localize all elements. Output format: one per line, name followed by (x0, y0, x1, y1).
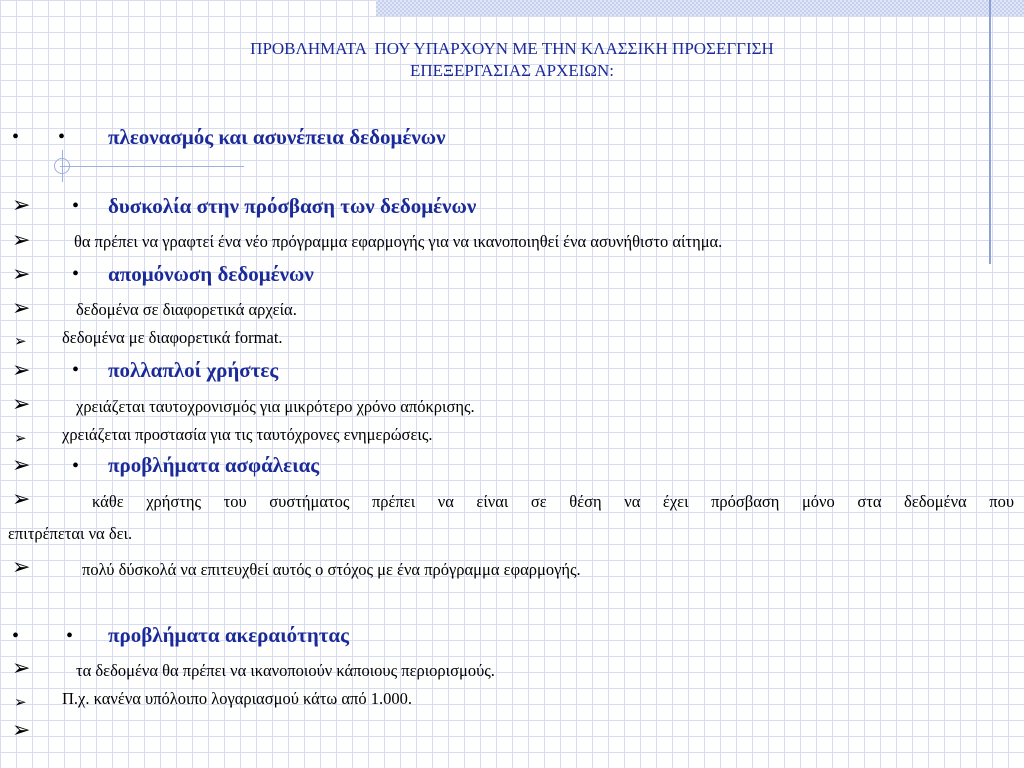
heading-access-difficulty: δυσκολία στην πρόσβαση των δεδομένων (108, 194, 477, 218)
bullet-icon: • (72, 359, 80, 381)
text-user-access-line1: κάθε χρήστης του συστήματος πρέπει να είναι σε θέση να έχει πρόσβαση μόνο στα δεδομένα που (92, 492, 1014, 511)
title-line-2: ΕΠΕΞΕΡΓΑΣΙΑΣ ΑΡΧΕΙΩΝ: (409, 61, 615, 80)
bullet-icon: • (72, 455, 80, 477)
heading-multiple-users: πολλαπλοί χρήστες (108, 358, 279, 382)
text-constraints: τα δεδομένα θα πρέπει να ικανοποιούν κάποιους περιορισμούς. (76, 661, 495, 680)
bullet-icon: • (72, 263, 80, 285)
bullet-icon: • (12, 625, 20, 647)
arrow-bullet-icon: ➢ (12, 262, 31, 287)
bullet-icon: • (66, 625, 74, 647)
arrow-bullet-icon: ➢ (12, 453, 31, 478)
heading-security: προβλήματα ασφάλειας (108, 453, 320, 477)
arrow-bullet-icon: ➢ (12, 392, 31, 417)
title-line-1: ΠΡΟΒΛΗΜΑΤΑ ΠΟΥ ΥΠΑΡΧΟΥΝ ΜΕ ΤΗΝ ΚΛΑΣΣΙΚΗ ΠΡΟΣΕΓΓΙΣΗ (250, 39, 774, 58)
arrow-bullet-icon: ➢ (12, 358, 31, 383)
heading-integrity: προβλήματα ακεραιότητας (108, 623, 350, 647)
text-user-access-line2: επιτρέπεται να δει. (8, 524, 133, 543)
text-hard-to-achieve: πολύ δύσκολά να επιτευχθεί αυτός ο στόχος με ένα πρόγραμμα εφαρμογής. (82, 560, 581, 579)
bullet-icon: • (72, 195, 80, 217)
text-balance-example: Π.χ. κανένα υπόλοιπο λογαριασμού κάτω από 1.000. (62, 689, 413, 708)
arrow-bullet-icon: ➢ (14, 693, 27, 711)
heading-isolation: απομόνωση δεδομένων (108, 262, 314, 286)
decorative-horizontal-line (60, 166, 244, 167)
arrow-bullet-icon: ➢ (12, 487, 31, 512)
text-different-files: δεδομένα σε διαφορετικά αρχεία. (76, 300, 297, 319)
decorative-circle (54, 158, 70, 174)
arrow-bullet-icon: ➢ (12, 656, 31, 681)
text-concurrent-updates: χρειάζεται προστασία για τις ταυτόχρονες ενημερώσεις. (62, 425, 433, 444)
arrow-bullet-icon: ➢ (12, 555, 31, 580)
arrow-bullet-icon: ➢ (14, 429, 27, 447)
arrow-bullet-icon: ➢ (14, 332, 27, 350)
top-decorative-band (376, 0, 1024, 16)
text-new-program: θα πρέπει να γραφτεί ένα νέο πρόγραμμα εφαρμογής για να ικανοποιηθεί ένα ασυνήθιστο αίτημα. (74, 232, 723, 251)
bullet-icon: • (12, 126, 20, 148)
slide-title (0, 38, 1024, 82)
text-different-format: δεδομένα με διαφορετικά format. (62, 328, 283, 347)
arrow-bullet-icon: ➢ (12, 193, 31, 218)
arrow-bullet-icon: ➢ (12, 718, 31, 743)
text-synchronization: χρειάζεται ταυτοχρονισμός για μικρότερο χρόνο απόκρισης. (76, 397, 475, 416)
arrow-bullet-icon: ➢ (12, 296, 31, 321)
arrow-bullet-icon: ➢ (12, 228, 31, 253)
bullet-icon: • (58, 126, 66, 148)
heading-redundancy: πλεονασμός και ασυνέπεια δεδομένων (108, 125, 446, 149)
